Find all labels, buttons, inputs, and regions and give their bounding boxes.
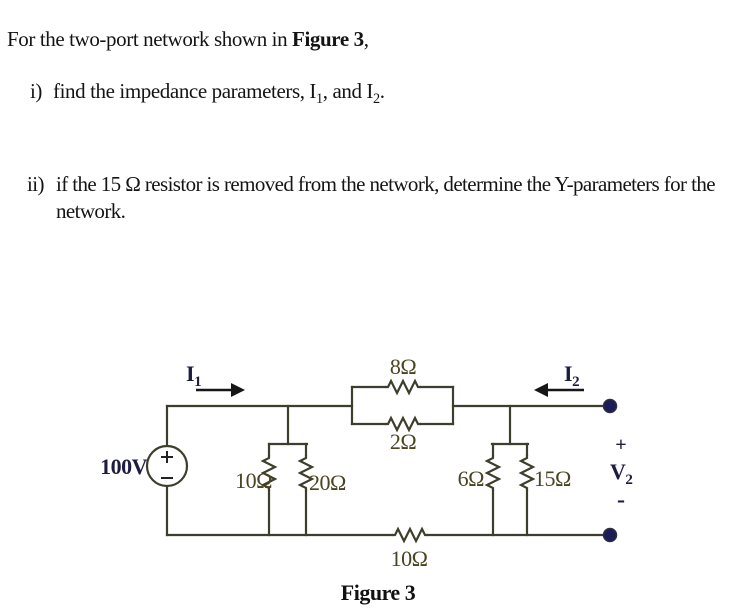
intro-suffix: , — [363, 27, 369, 51]
item-i-sub2: 2 — [373, 91, 380, 108]
current-i1-arrow-icon — [231, 383, 245, 397]
resistor-2ohm — [385, 418, 421, 454]
current-i1-label — [186, 361, 201, 390]
item-ii-marker: ii) — [27, 172, 44, 196]
resistor-15ohm-shunt-zigzag — [521, 455, 533, 491]
figure-caption: Figure 3 — [340, 580, 416, 605]
resistors — [235, 354, 571, 571]
resistor-2ohm-label: 2Ω — [389, 429, 417, 454]
resistor-10ohm-bottom-zigzag — [392, 529, 428, 541]
resistor-10ohm-bottom — [391, 529, 428, 571]
current-i2-base: I — [564, 361, 573, 386]
current-i2 — [534, 361, 584, 397]
resistor-20ohm-shunt-label: 20Ω — [309, 470, 346, 495]
intro-prefix: For the two-port network shown in — [7, 27, 293, 51]
resistor-8ohm-label: 8Ω — [389, 354, 417, 379]
resistor-8ohm-zigzag — [385, 381, 421, 393]
v2-sub: 2 — [625, 472, 633, 488]
item-ii-text: if the 15 Ω resistor is removed from the network, determine the Y-parameters for the network. — [56, 172, 715, 223]
resistor-6ohm-shunt-label: 6Ω — [457, 466, 484, 491]
terminal-bottom-right — [604, 529, 617, 542]
resistor-15ohm-shunt — [521, 455, 571, 491]
resistor-6ohm-shunt-zigzag — [487, 455, 499, 491]
item-i-text-mid: , and I — [322, 79, 374, 103]
item-i-text-before: find the impedance parameters, I — [53, 79, 317, 103]
item-i-sub1: 1 — [316, 91, 323, 108]
current-i1 — [186, 361, 245, 397]
resistor-10ohm-shunt — [235, 455, 275, 493]
v2-plus-label: + — [615, 434, 627, 456]
wires — [167, 387, 610, 535]
v2-minus-label: - — [617, 487, 625, 513]
current-i2-label — [564, 361, 579, 390]
port-voltage-v2 — [610, 434, 632, 513]
item-i-marker: i) — [30, 79, 43, 103]
figure-reference: Figure 3 — [292, 27, 364, 51]
current-i2-arrow-icon — [534, 383, 548, 397]
v2-base: V — [610, 459, 626, 484]
resistor-8ohm — [385, 354, 421, 393]
current-i2-sub: 2 — [572, 374, 580, 390]
voltage-source — [100, 446, 187, 486]
resistor-15ohm-shunt-label: 15Ω — [534, 466, 571, 491]
current-i1-sub: 1 — [194, 374, 202, 390]
source-voltage-label: 100V — [100, 454, 147, 479]
terminal-top-right — [604, 400, 617, 413]
v2-label — [610, 459, 632, 488]
resistor-10ohm-bottom-label: 10Ω — [390, 546, 428, 571]
item-i-text-after: . — [379, 79, 385, 103]
current-i1-base: I — [186, 361, 195, 386]
resistor-20ohm-shunt — [300, 455, 346, 495]
resistor-6ohm-shunt — [458, 455, 499, 491]
resistor-10ohm-shunt-label: 10Ω — [235, 468, 272, 493]
